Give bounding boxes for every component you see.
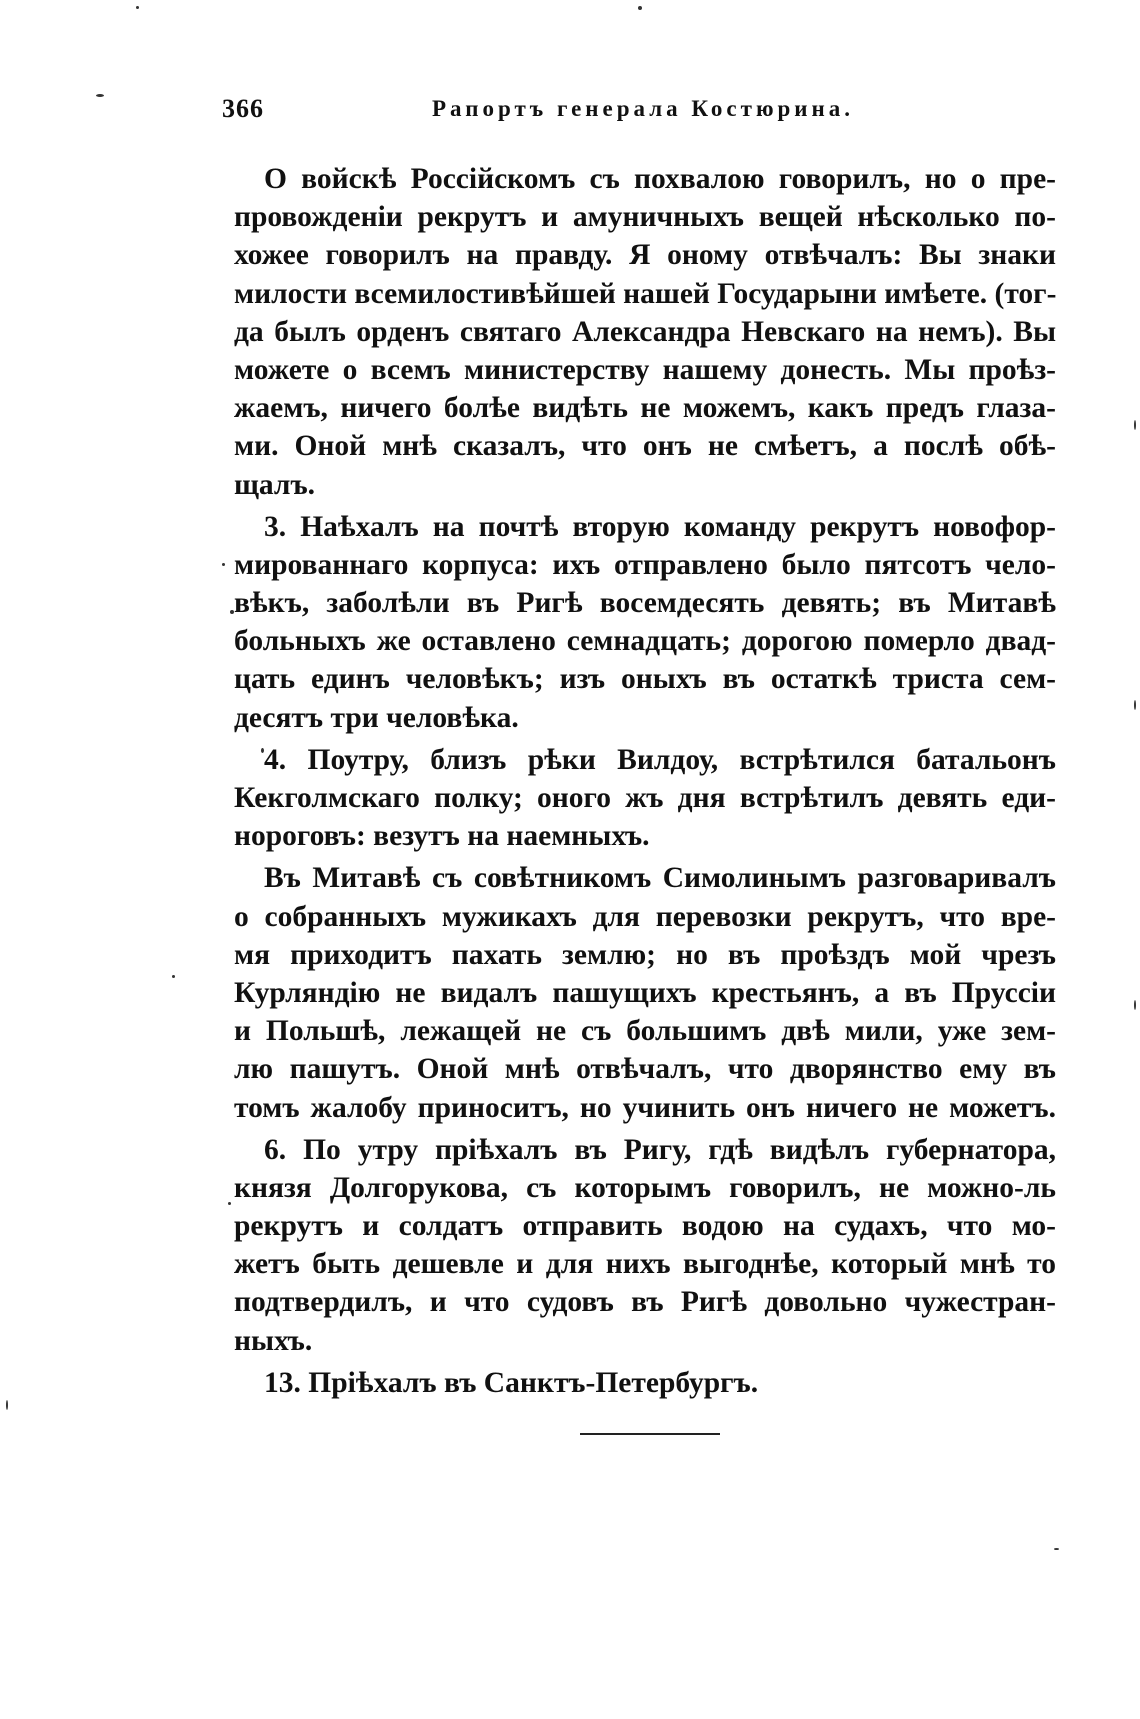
closing-rule <box>580 1433 720 1435</box>
page-header <box>222 94 1042 134</box>
paragraph <box>234 741 1056 856</box>
text-line: Въ Митавѣ съ совѣтникомъ Симолинымъ разговаривалъ <box>264 862 1056 895</box>
text-line: жаемъ, ничего болѣе видѣть не можемъ, какъ предъ глаза- <box>234 392 1056 425</box>
text-line: нороговъ: везутъ на наемныхъ. <box>234 820 650 853</box>
scan-speck <box>96 94 104 97</box>
running-title: Рапортъ генерала Костюрина. <box>432 96 855 121</box>
text-line: князя Долгорукова, съ которымъ говорилъ, не можно-ль <box>234 1171 1056 1204</box>
paragraph <box>234 508 1056 737</box>
scan-speck <box>230 610 234 614</box>
scan-speck <box>6 1400 8 1410</box>
scan-speck <box>222 563 225 566</box>
text-line: Кекголмскаго полку; оного жъ дня встрѣтилъ девять еди- <box>234 782 1056 814</box>
text-line: лю пашутъ. Оной мнѣ отвѣчалъ, что дворянство ему въ <box>234 1053 1056 1086</box>
text-line: мированнаго корпуса: ихъ отправлено было пятсотъ чело- <box>234 548 1056 581</box>
text-line: щалъ. <box>234 468 316 501</box>
scan-speck <box>1134 700 1136 710</box>
text-line: вѣкъ, заболѣли въ Ригѣ восемдесять девять; въ Митавѣ <box>234 587 1056 620</box>
scan-speck <box>172 975 175 978</box>
text-line: 6. По утру пріѣхалъ въ Ригу, гдѣ видѣлъ губернатора, <box>264 1133 1056 1166</box>
text-line: 13. Пріѣхалъ въ Санктъ-Петербургъ. <box>264 1366 759 1399</box>
scan-speck <box>261 748 264 753</box>
text-line: да былъ орденъ святаго Александра Невскаго на немъ). Вы <box>234 315 1056 348</box>
text-line: подтвердилъ, и что судовъ въ Ригѣ довольно чужестран- <box>234 1286 1056 1319</box>
text-line: хожее говорилъ на правду. Я оному отвѣчалъ: Вы знаки <box>234 239 1056 272</box>
text-line: рекрутъ и солдатъ отправить водою на судахъ, что мо- <box>234 1210 1056 1243</box>
page-number: 366 <box>222 94 264 123</box>
scan-speck <box>1134 420 1136 430</box>
text-line: О войскѣ Россійскомъ съ похвалою говорилъ, но о пре- <box>264 163 1056 195</box>
text-line: десятъ три человѣка. <box>234 701 519 734</box>
text-line: провожденіи рекрутъ и амуничныхъ вещей нѣсколько по- <box>234 201 1056 234</box>
text-line: можете о всемъ министерству нашему донесть. Мы проѣз- <box>234 353 1056 386</box>
text-line: ныхъ. <box>234 1324 313 1357</box>
paragraph <box>234 859 1056 1126</box>
scan-speck <box>638 6 642 10</box>
paragraph <box>234 1131 1056 1360</box>
text-line: жетъ быть дешевле и для нихъ выгоднѣе, который мнѣ то <box>234 1248 1056 1281</box>
text-line: ми. Оной мнѣ сказалъ, что онъ не смѣетъ, а послѣ обѣ- <box>234 430 1056 463</box>
text-line: мя приходитъ пахать землю; но въ проѣздъ мой чрезъ <box>234 938 1056 971</box>
text-line: о собранныхъ мужикахъ для перевозки рекрутъ, что вре- <box>234 900 1056 933</box>
paragraph <box>234 1364 1056 1402</box>
text-line: 3. Наѣхалъ на почтѣ вторую команду рекрутъ новофор- <box>264 510 1056 543</box>
body-text <box>234 160 1056 1402</box>
scan-speck <box>1054 1548 1059 1550</box>
text-line: томъ жалобу приноситъ, но учинить онъ ничего не можетъ. <box>234 1091 1056 1124</box>
text-line: и Польшѣ, лежащей не съ большимъ двѣ мили, уже зем- <box>234 1015 1056 1048</box>
text-line: 4. Поутру, близъ рѣки Вилдоу, встрѣтился батальонъ <box>264 743 1056 776</box>
scan-speck <box>136 6 139 9</box>
text-line: цать единъ человѣкъ; изъ оныхъ въ остаткѣ триста сем- <box>234 663 1056 696</box>
scan-speck <box>228 1202 231 1205</box>
paragraph <box>234 160 1056 504</box>
text-line: Курляндію не видалъ пашущихъ крестьянъ, а въ Пруссіи <box>234 976 1056 1009</box>
text-line: милости всемилостивѣйшей нашей Государыни имѣете. (тог- <box>234 277 1057 310</box>
text-line: больныхъ же оставлено семнадцать; дорогою померло двад- <box>234 625 1056 658</box>
scan-speck <box>1134 1000 1136 1010</box>
